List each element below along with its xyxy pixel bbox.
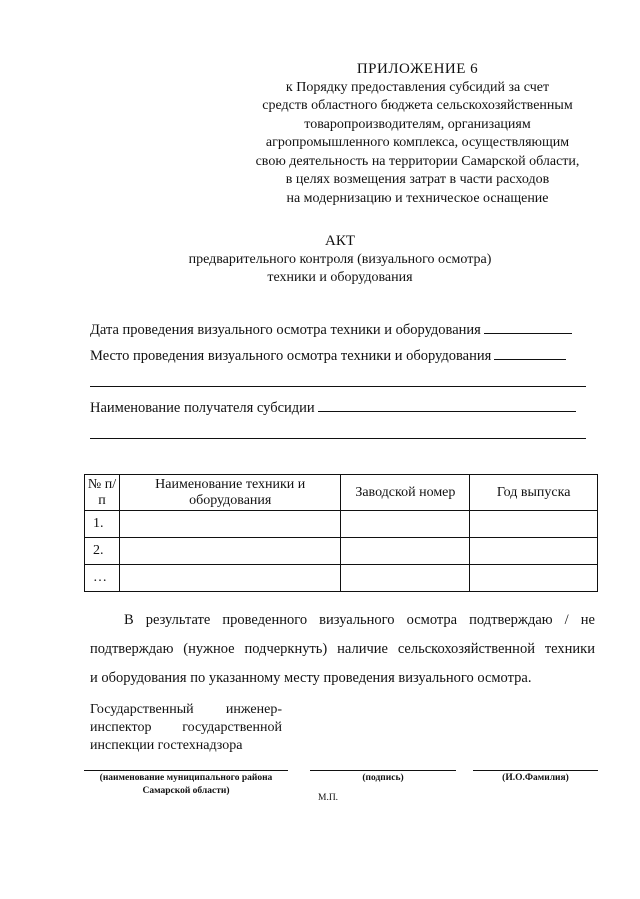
year-cell[interactable] [470, 511, 598, 538]
inspector-line: инспекции гостехнадзора [90, 738, 243, 753]
inspector-line: Государственный инженер- [90, 702, 282, 717]
confirmation-line: подтверждаю (нужное подчеркнуть) наличие сельскохозяйственной техники [90, 641, 595, 657]
signature-line[interactable] [310, 770, 456, 771]
appendix-line: на модернизацию и техническое оснащение [286, 190, 549, 206]
confirmation-line: и оборудования по указанному месту проведения визуального осмотра. [90, 670, 532, 686]
inspector-line: инспектор государственной [90, 720, 282, 735]
table-row [85, 511, 598, 538]
year-cell[interactable] [470, 538, 598, 565]
year-cell[interactable] [470, 565, 598, 592]
date-field [90, 320, 572, 339]
serial-cell[interactable] [341, 565, 470, 592]
col-year-header: Год выпуска [470, 475, 598, 511]
act-title: АКТ [325, 233, 355, 249]
place-label: Место проведения визуального осмотра техники и оборудования [90, 348, 492, 364]
recipient-label: Наименование получателя субсидии [90, 400, 315, 416]
place-blank[interactable] [494, 346, 566, 360]
stamp-place: М.П. [318, 793, 339, 803]
table-row [85, 565, 598, 592]
serial-cell[interactable] [341, 538, 470, 565]
row-number: … [85, 565, 120, 592]
appendix-title: ПРИЛОЖЕНИЕ 6 [356, 61, 479, 77]
name-line[interactable] [473, 770, 598, 771]
confirmation-paragraph [90, 606, 595, 693]
appendix-line: к Порядку предоставления субсидий за счет [285, 79, 550, 95]
date-label: Дата проведения визуального осмотра техники и оборудования [90, 322, 481, 338]
act-heading [120, 232, 560, 288]
name-cell[interactable] [119, 538, 341, 565]
col-serial-header: Заводской номер [341, 475, 470, 511]
signature-caption: (подпись) [362, 773, 404, 783]
appendix-line: средств областного бюджета сельскохозяйственным [262, 98, 573, 113]
name-cell[interactable] [119, 511, 341, 538]
act-subtitle-line: предварительного контроля (визуального осмотра) [188, 251, 492, 267]
appendix-line: товаропроизводителям, организациям [304, 116, 531, 132]
serial-cell[interactable] [341, 511, 470, 538]
recipient-continuation-line[interactable] [90, 438, 586, 439]
district-line[interactable] [84, 770, 288, 771]
district-caption [84, 772, 288, 798]
act-subtitle-line: техники и оборудования [267, 270, 413, 285]
place-field [90, 346, 566, 365]
row-number: 1. [85, 511, 120, 538]
name-cell[interactable] [119, 565, 341, 592]
confirmation-line: В результате проведенного визуального осмотра подтверждаю / не [124, 612, 595, 628]
name-caption: (И.О.Фамилия) [502, 773, 569, 783]
appendix-line: в целях возмещения затрат в части расходов [285, 172, 550, 187]
table-row [85, 538, 598, 565]
place-continuation-line[interactable] [90, 386, 586, 387]
table-header-row [85, 475, 598, 511]
recipient-field [90, 398, 576, 417]
col-name-header: Наименование техники и оборудования [119, 475, 341, 511]
appendix-line: агропромышленного комплекса, осуществляющим [265, 135, 570, 150]
col-number-header: № п/п [85, 475, 120, 511]
equipment-table [84, 474, 598, 592]
recipient-blank[interactable] [318, 398, 576, 412]
date-blank[interactable] [484, 320, 572, 334]
district-caption-line: Самарской области) [142, 786, 230, 796]
row-number: 2. [85, 538, 120, 565]
district-caption-line: (наименование муниципального района [99, 773, 273, 783]
inspector-title [90, 701, 282, 755]
appendix-header [240, 60, 595, 208]
appendix-line: свою деятельность на территории Самарской области, [255, 153, 580, 169]
